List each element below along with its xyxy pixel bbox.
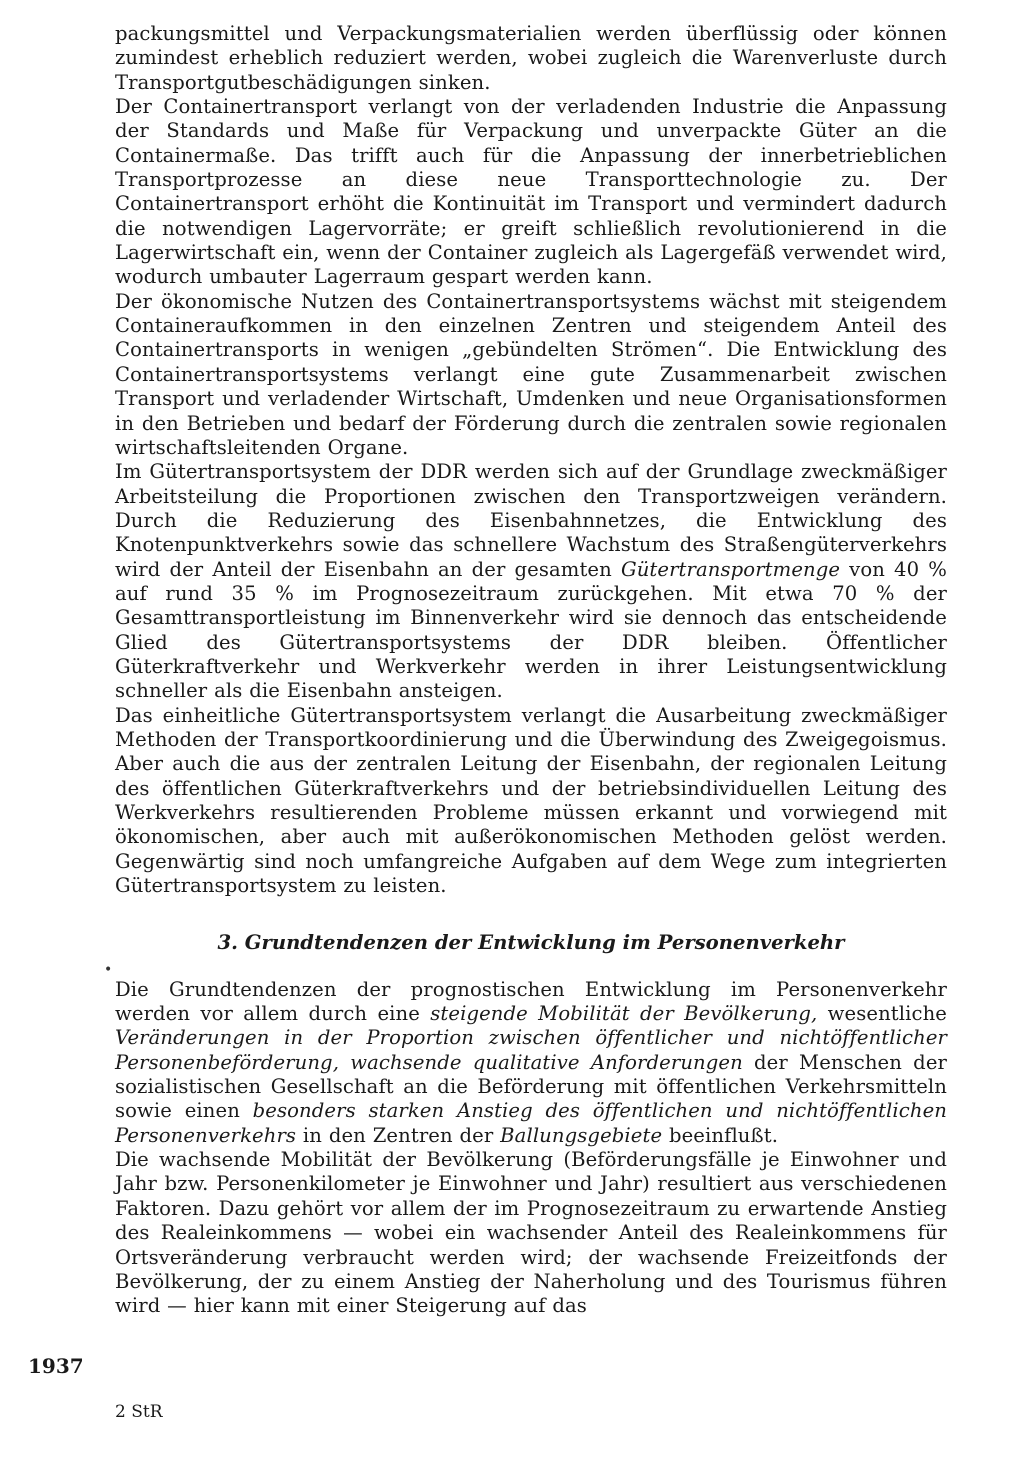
paragraph [115,1148,947,1318]
text-run: beeinflußt. [662,1123,779,1147]
text-run: Im Gütertransportsystem der DDR werden sich auf der Grundlage zweckmäßiger Arbeitsteilung die Proportionen zwischen den Transportzweigen verändern. Durch die Reduzierung des Eisenbahnnetzes, die Entwicklung des Knotenpunktverkehrs sowie das schnellere Wachstum des Straßengüterverkehrs wird der Anteil der Eisenbahn an der gesamten [115,460,947,581]
text-run: von 40 % auf rund 35 % im Prognosezeitraum zurückgehen. Mit etwa 70 % der Gesamttransportleistung im Binnenverkehr wird sie dennoch das entscheidende Glied des Gütertransportsystems der DDR bleiben. Öffentlicher Güterkraftverkehr und Werkverkehr werden in ihrer Leistungsentwicklung schneller als die Eisenbahn ansteigen. [115,557,947,703]
paragraph [115,95,947,290]
page-number: 1937 [28,1354,84,1378]
paragraph [115,704,947,899]
text-run: Der ökonomische Nutzen des Containertransportsystems wächst mit steigendem Containeraufkommen in den einzelnen Zentren und steigendem Anteil des Containertransports in wenigen „gebündelten Strömen“. Die Entwicklung des Containertransportsystems verlangt eine gute Zusammenarbeit zwischen Transport und verladender Wirtschaft, Umdenken und neue Organisationsformen in den Betrieben und bedarf der Förderung durch die zentralen sowie regionalen wirtschaftsleitenden Organe. [115,289,947,459]
emphasis-run: Veränderungen in der Proportion zwischen öffentlicher und nichtöffentlicher Personenbeförderung, wachsende qualitative Anforderungen [115,1026,947,1074]
section-heading: 3. Grundtendenzen der Entwicklung im Personenverkehr [217,931,845,955]
paragraph [115,22,947,95]
text-block-freight [115,22,947,898]
text-run: wesentliche [817,1002,947,1026]
text-run: Die wachsende Mobilität der Bevölkerung (Beförderungsfälle je Einwohner und Jahr bzw. Personenkilometer je Einwohner und Jahr) resultiert aus verschiedenen Faktoren. Dazu gehört vor allem der im Prognosezeitraum zu erwartende Anstieg des Realeinkommens — wobei ein wachsender Anteil des Realeinkommens für Ortsveränderung verbraucht werden wird; der wachsende Freizeitfonds der Bevölkerung, der zu einem Anstieg der Naherholung und des Tourismus führen wird — hier kann mit einer Steigerung auf das [115,1148,947,1318]
page-body [115,22,947,1319]
text-block-passenger [115,978,947,1319]
text-run: in den Zentren der [296,1123,501,1147]
text-run: der Menschen der sozialistischen Gesellschaft an die Beförderung mit öffentlichen Verkehrsmitteln sowie einen [115,1050,947,1123]
signature-mark: 2 StR [115,1402,163,1422]
text-run: Das einheitliche Gütertransportsystem verlangt die Ausarbeitung zweckmäßiger Methoden der Transportkoordinierung und die Überwindung des Zweigegoismus. Aber auch die aus der zentralen Leitung der Eisenbahn, der regionalen Leitung des öffentlichen Güterkraftverkehrs und der betriebsindividuellen Leitung des Werkverkehrs resultierenden Probleme müssen erkannt und vorwiegend mit ökonomischen, aber auch mit außerökonomischen Methoden gelöst werden. Gegenwärtig sind noch umfangreiche Aufgaben auf dem Wege zum integrierten Gütertransportsystem zu leisten. [115,703,947,898]
emphasis-run: Ballungsgebiete [500,1123,663,1147]
emphasis-run: besonders starken Anstieg des öffentlichen und nichtöffentlichen Personenverkehrs [115,1099,947,1147]
emphasis-run: steigende Mobilität der Bevölkerung, [430,1002,818,1026]
emphasis-run: Gütertransportmenge [620,557,841,581]
text-run: Die Grundtendenzen der prognostischen Entwicklung im Personenverkehr werden vor allem durch eine [115,977,947,1026]
paragraph [115,460,947,703]
text-run: packungsmittel und Verpackungsmaterialien werden überflüssig oder können zumindest erheblich reduziert werden, wobei zugleich die Warenverluste durch Transportgutbeschädigungen sinken. [115,22,947,94]
paragraph [115,290,947,460]
margin-dot: • [104,962,113,978]
text-run: Der Containertransport verlangt von der verladenden Industrie die Anpassung der Standards und Maße für Verpackung und unverpackte Güter an die Containermaße. Das trifft auch für die Anpassung der innerbetrieblichen Transportprozesse an diese neue Transporttechnologie zu. Der Containertransport erhöht die Kontinuität im Transport und vermindert dadurch die notwendigen Lagervorräte; er greift schließlich revolutionierend in die Lagerwirtschaft ein, wenn der Container zugleich als Lagergefäß verwendet wird, wodurch umbauter Lagerraum gespart werden kann. [115,95,947,289]
paragraph [115,978,947,1148]
